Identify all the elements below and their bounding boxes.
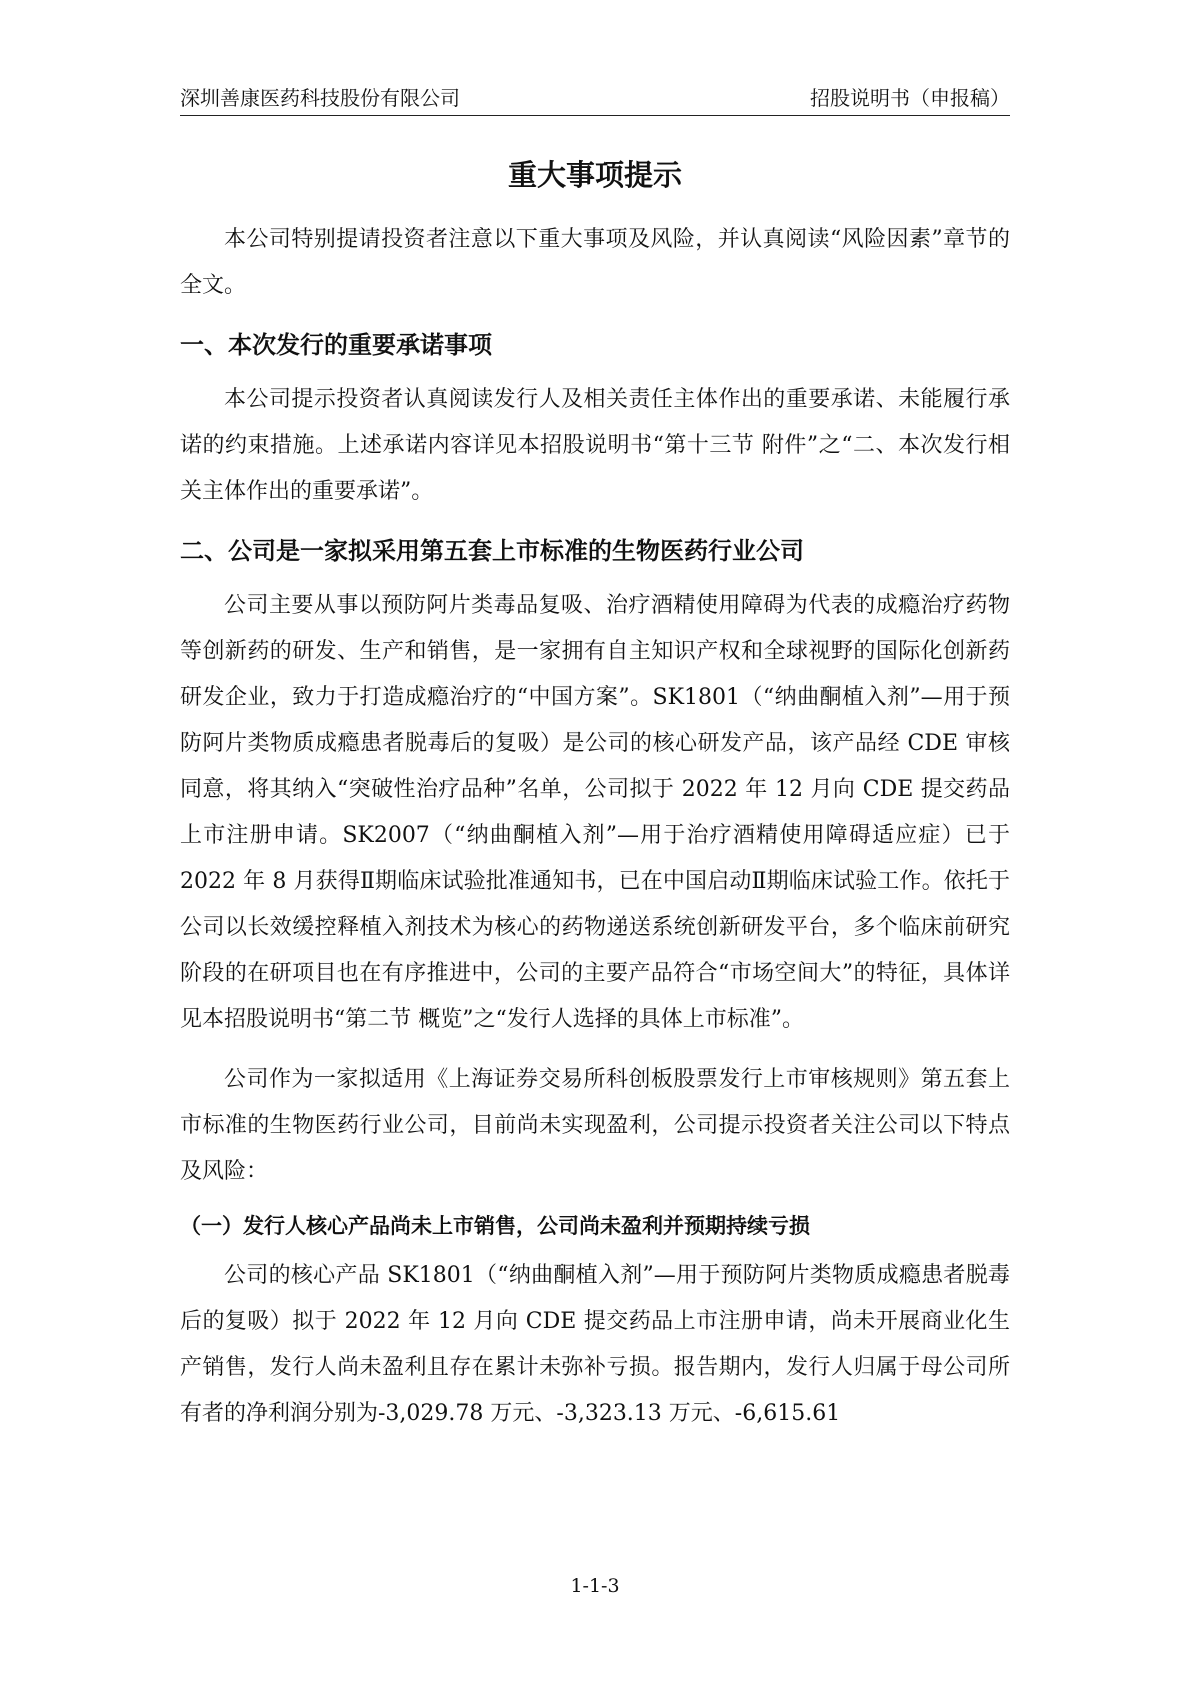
section-1-heading: 一、本次发行的重要承诺事项 — [180, 331, 492, 359]
section-2-paragraph-2: 公司作为一家拟适用《上海证券交易所科创板股票发行上市审核规则》第五套上市标准的生物医药行业公司，目前尚未实现盈利，公司提示投资者关注公司以下特点及风险： — [180, 1067, 1010, 1184]
header-document-type: 招股说明书（申报稿） — [810, 86, 1010, 110]
page-title: 重大事项提示 — [507, 158, 682, 192]
subsection-1-paragraph: 公司的核心产品 SK1801（“纳曲酮植入剂”—用于预防阿片类物质成瘾患者脱毒后的复吸）拟于 2022 年 12 月向 CDE 提交药品上市注册申请，尚未开展商业化生产销售，发行人尚未盈利且存在累计未弥补亏损。报告期内，发行人归属于母公司所有者的净利润分别为-3,029.78 万元、-3,323.13 万元、-6,615.61 — [180, 1263, 1010, 1426]
section-1-paragraph: 本公司提示投资者认真阅读发行人及相关责任主体作出的重要承诺、未能履行承诺的约束措施。上述承诺内容详见本招股说明书“第十三节 附件”之“二、本次发行相关主体作出的重要承诺”。 — [180, 387, 1010, 504]
section-2-paragraph-1: 公司主要从事以预防阿片类毒品复吸、治疗酒精使用障碍为代表的成瘾治疗药物等创新药的研发、生产和销售，是一家拥有自主知识产权和全球视野的国际化创新药研发企业，致力于打造成瘾治疗的“中国方案”。SK1801（“纳曲酮植入剂”—用于预防阿片类物质成瘾患者脱毒后的复吸）是公司的核心研发产品，该产品经 CDE 审核同意，将其纳入“突破性治疗品种”名单，公司拟于 2022 年 12 月向 CDE 提交药品上市注册申请。SK2007（“纳曲酮植入剂”—用于治疗酒精使用障碍适应症）已于 2022 年 8 月获得Ⅱ期临床试验批准通知书，已在中国启动Ⅱ期临床试验工作。依托于公司以长效缓控释植入剂技术为核心的药物递送系统创新研发平台，多个临床前研究阶段的在研项目也在有序推进中，公司的主要产品符合“市场空间大”的特征，具体详见本招股说明书“第二节 概览”之“发行人选择的具体上市标准”。 — [180, 593, 1010, 1032]
page-number: 1-1-3 — [570, 1575, 620, 1597]
document-body — [180, 155, 1010, 1437]
section-2-heading: 二、公司是一家拟采用第五套上市标准的生物医药行业公司 — [180, 537, 804, 565]
intro-paragraph: 本公司特别提请投资者注意以下重大事项及风险，并认真阅读“风险因素”章节的全文。 — [180, 227, 1010, 298]
paragraph-gap — [180, 1043, 1010, 1057]
header-divider — [180, 115, 1010, 116]
header-company-name: 深圳善康医药科技股份有限公司 — [180, 86, 460, 110]
page-header — [180, 84, 1010, 112]
subsection-1-heading: （一）发行人核心产品尚未上市销售，公司尚未盈利并预期持续亏损 — [180, 1214, 810, 1238]
